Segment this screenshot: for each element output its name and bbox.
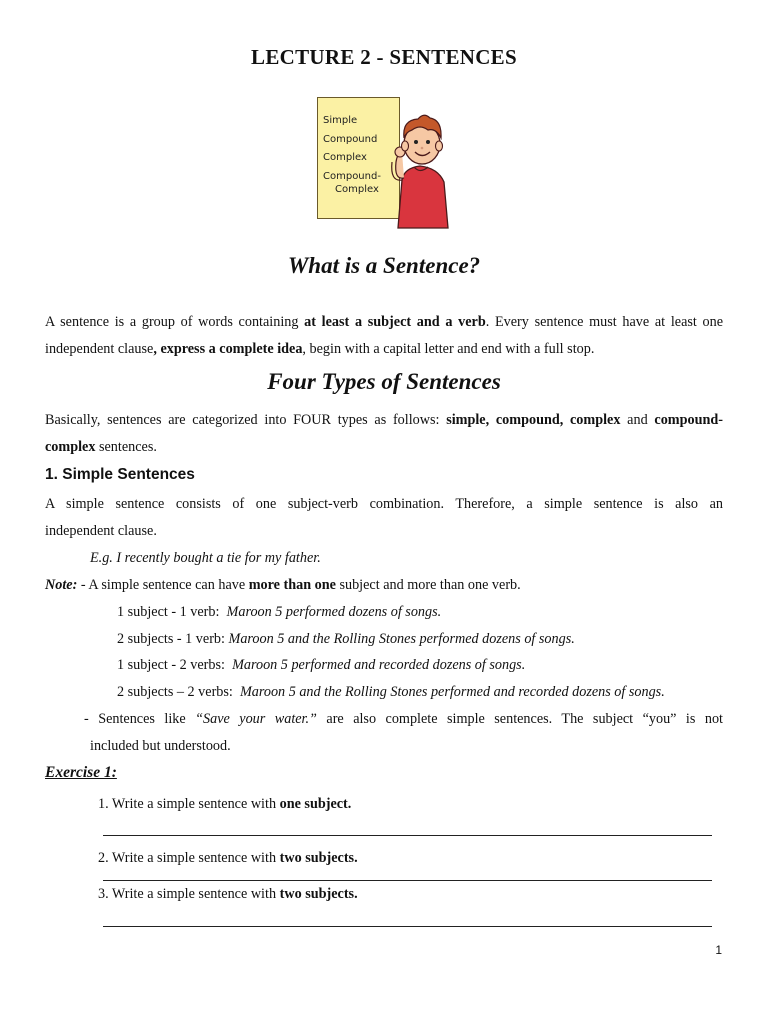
text-run: 3. Write a simple sentence with — [98, 886, 280, 902]
text-run: subject and more than one verb. — [335, 577, 521, 593]
example-row-2 — [117, 626, 575, 653]
boy-cartoon-icon — [384, 110, 456, 230]
example-row-4 — [117, 679, 665, 706]
types-paragraph-line-1 — [45, 407, 723, 434]
simple-definition-line-2: independent clause. — [45, 523, 157, 539]
text-run: - A simple sentence can have — [77, 577, 249, 593]
bold-text-run: , express a complete idea — [153, 341, 303, 357]
text-run: 2. Write a simple sentence with — [98, 850, 280, 866]
example-text: Maroon 5 and the Rolling Stones performed dozens of songs. — [228, 631, 575, 647]
card-item-complex: Complex — [323, 152, 367, 163]
bold-text-run: compound- — [654, 412, 723, 428]
card-item-simple: Simple — [323, 115, 358, 126]
implied-subject-line-1 — [84, 706, 723, 733]
definition-paragraph-line-2 — [45, 336, 723, 363]
example-row-3 — [117, 652, 525, 679]
text-run: sentences. — [95, 439, 157, 455]
page-number: 1 — [715, 943, 722, 957]
text-run: independent clause — [45, 341, 154, 357]
bold-text-run: two subjects. — [279, 886, 358, 902]
text-run: Basically, sentences are categorized into FOUR types as follows: — [45, 412, 447, 428]
note-label: Note: — [45, 577, 78, 593]
exercise-item-1 — [98, 791, 351, 817]
example-label: 1 subject - 1 verb: — [117, 604, 220, 620]
example-text: Maroon 5 performed dozens of songs. — [226, 604, 442, 620]
example-text: Maroon 5 performed and recorded dozens of songs. — [232, 657, 526, 673]
simple-example: E.g. I recently bought a tie for my father. — [90, 550, 321, 566]
exercise-title: Exercise 1: — [45, 764, 117, 781]
exercise-item-3 — [98, 881, 358, 907]
simple-definition-line-1: A simple sentence consists of one subject-verb combination. Therefore, a simple sentence is also an — [45, 496, 723, 512]
card-item-compound-1: Compound- — [323, 171, 381, 182]
section-heading-what-is-sentence: What is a Sentence? — [287, 253, 481, 278]
example-label: 2 subjects – 2 verbs: — [117, 684, 233, 700]
page-title: LECTURE 2 - SENTENCES — [251, 45, 517, 69]
bold-text-run: at least a subject and a verb — [304, 314, 486, 330]
card-item-compound-2: Complex — [335, 184, 379, 195]
text-run: and — [620, 412, 655, 428]
answer-line-1[interactable] — [103, 835, 712, 836]
italic-text-run: “Save your water.” — [195, 711, 317, 727]
card-item-compound: Compound — [323, 134, 378, 145]
types-paragraph-line-2 — [45, 434, 723, 461]
text-run: , begin with a capital letter and end with a full stop. — [302, 341, 595, 357]
example-label: 1 subject - 2 verbs: — [117, 657, 225, 673]
answer-line-3[interactable] — [103, 926, 712, 927]
bold-text-run: two subjects. — [279, 850, 358, 866]
example-text: Maroon 5 and the Rolling Stones performed and recorded dozens of songs. — [239, 684, 665, 700]
implied-subject-line-2: included but understood. — [90, 738, 231, 754]
text-run: A sentence is a group of words containing — [45, 314, 305, 330]
example-row-1 — [117, 599, 441, 626]
bold-text-run: complex — [45, 439, 96, 455]
subsection-heading-simple: 1. Simple Sentences — [45, 466, 195, 483]
bold-text-run: more than one — [248, 577, 336, 593]
text-run: . Every sentence must have at least one — [485, 314, 724, 330]
bold-text-run: simple, compound, complex — [446, 412, 621, 428]
definition-paragraph-line-1 — [45, 309, 723, 336]
note-line — [45, 572, 521, 599]
exercise-item-2 — [98, 845, 358, 871]
example-label: 2 subjects - 1 verb: — [117, 631, 225, 647]
bold-text-run: one subject. — [279, 796, 352, 812]
text-run: are also complete simple sentences. The subject “you” is not — [316, 711, 723, 727]
section-heading-four-types: Four Types of Sentences — [267, 369, 501, 394]
text-run: - Sentences like — [84, 711, 196, 727]
text-run: 1. Write a simple sentence with — [98, 796, 280, 812]
